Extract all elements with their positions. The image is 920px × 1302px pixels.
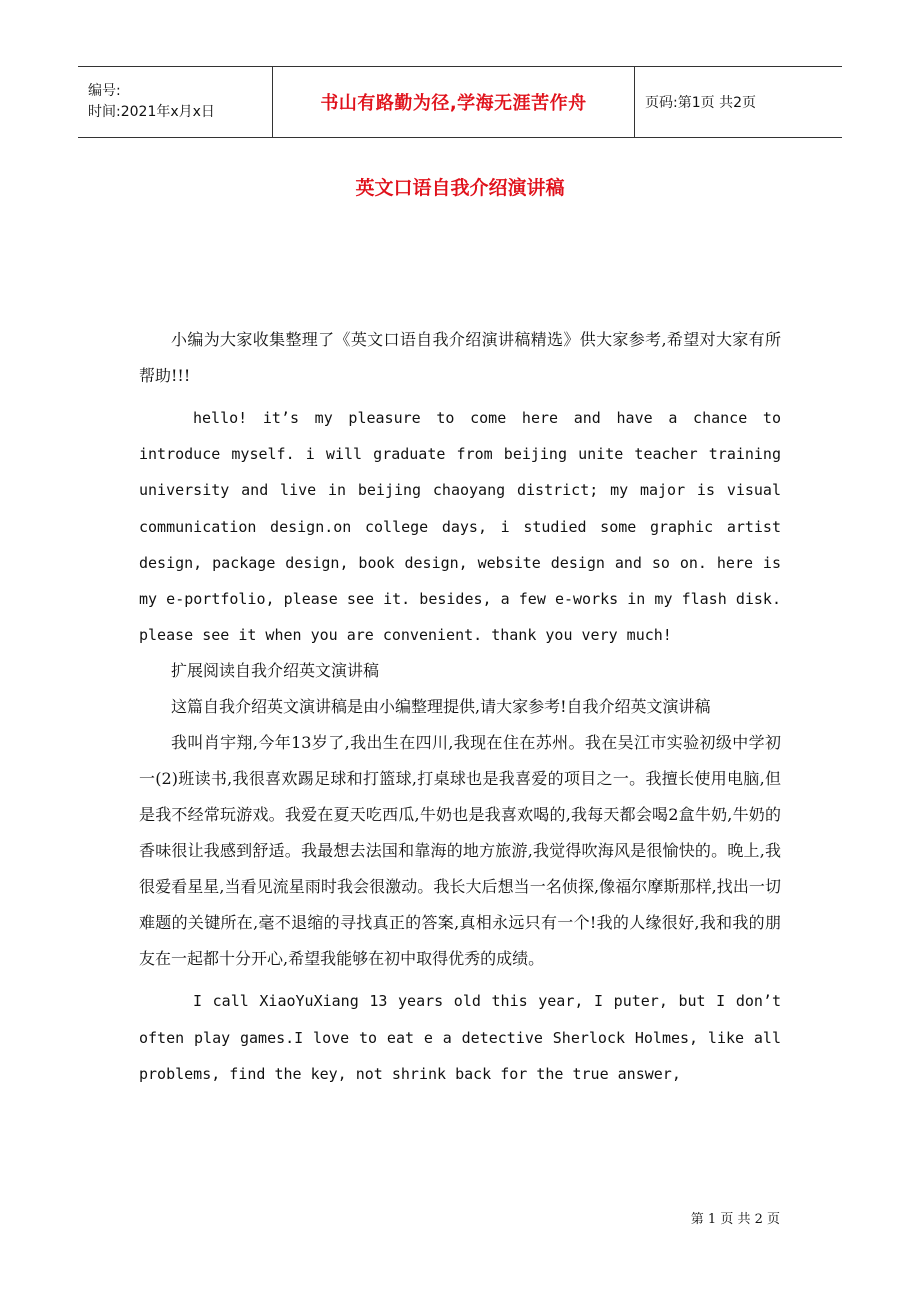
document-title: 英文口语自我介绍演讲稿 xyxy=(355,177,565,199)
english-paragraph-2: I call XiaoYuXiang 13 years old this year, I puter, but I don’t often play games.I love to eat e a detective Sherlock Holmes, like all problems, find the key, not shrink back for the true answer, xyxy=(139,992,781,1083)
header-page-cell xyxy=(635,67,842,137)
intro-paragraph: 小编为大家收集整理了《英文口语自我介绍演讲稿精选》供大家参考,希望对大家有所帮助!!! xyxy=(139,330,781,385)
motto-text: 书山有路勤为径,学海无涯苦作舟 xyxy=(320,93,587,114)
header-info-cell xyxy=(78,67,273,137)
chinese-self-intro: 我叫肖宇翔,今年13岁了,我出生在四川,我现在住在苏州。我在吴江市实验初级中学初一(2)班读书,我很喜欢踢足球和打篮球,打桌球也是我喜爱的项目之一。我擅长使用电脑,但是我不经常玩游戏。我爱在夏天吃西瓜,牛奶也是我喜欢喝的,我每天都会喝2盒牛奶,牛奶的香味很让我感到舒适。我最想去法国和靠海的地方旅游,我觉得吹海风是很愉快的。晚上,我很爱看星星,当看见流星雨时我会很激动。我长大后想当一名侦探,像福尔摩斯那样,找出一切难题的关键所在,毫不退缩的寻找真正的答案,真相永远只有一个!我的人缘很好,我和我的朋友在一起都十分开心,希望我能够在初中取得优秀的成绩。 xyxy=(139,733,781,969)
header-page-label: 页码:第1页 共2页 xyxy=(645,95,756,111)
english-paragraph-1: hello! it’s my pleasure to come here and have a chance to introduce myself. i will graduate from beijing unite teacher training university and live in beijing chaoyang district; my major is visual communication design.on college days, i studied some graphic artist design, package design, book design, website design and so on. here is my e-portfolio, please see it. besides, a few e-works in my flash disk. please see it when you are convenient. thank you very much! xyxy=(139,409,781,645)
extended-reading-heading: 扩展阅读自我介绍英文演讲稿 xyxy=(171,661,380,681)
number-label: 编号: xyxy=(88,83,121,99)
extended-reading-intro: 这篇自我介绍英文演讲稿是由小编整理提供,请大家参考!自我介绍英文演讲稿 xyxy=(171,697,711,717)
document-body xyxy=(139,322,781,1092)
time-label: 时间:2021年x月x日 xyxy=(88,104,215,120)
page-footer: 第 1 页 共 2 页 xyxy=(690,1212,780,1227)
document-header xyxy=(78,66,842,138)
header-motto-cell xyxy=(273,67,635,137)
